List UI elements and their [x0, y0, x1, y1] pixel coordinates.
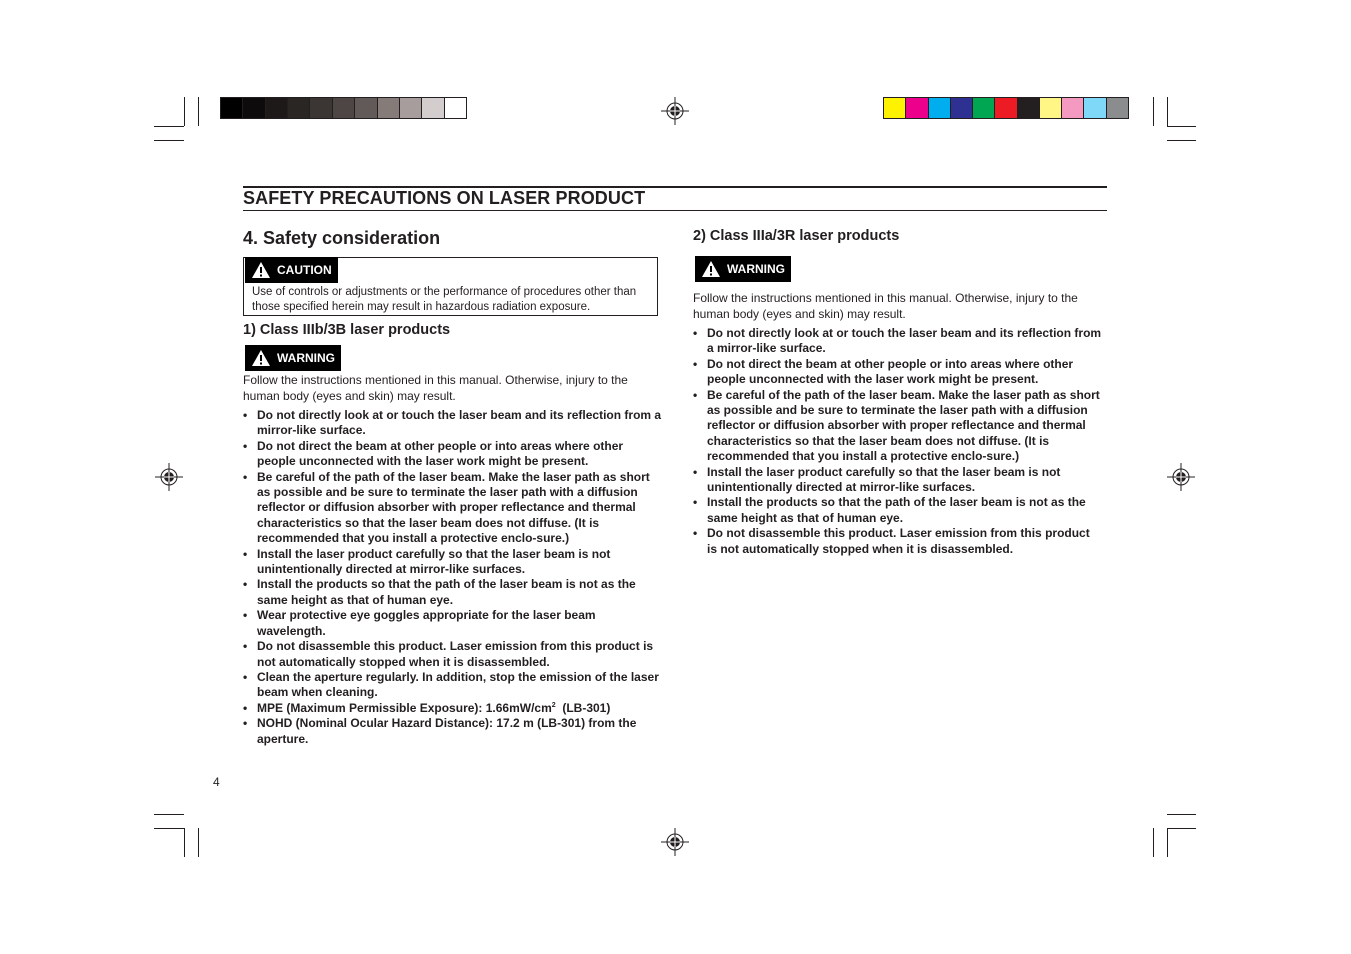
color-swatch [243, 98, 265, 118]
color-swatch [1107, 98, 1128, 118]
color-swatch [378, 98, 400, 118]
color-swatch [906, 98, 928, 118]
color-swatch [1062, 98, 1084, 118]
color-swatch [333, 98, 355, 118]
warning-triangle-icon [701, 260, 721, 278]
bullet-item: • Install the products so that the path of the laser beam is not as the same height as that of human eye. [243, 577, 663, 608]
caution-label-text: CAUTION [277, 263, 332, 277]
class-3r-title: 2) Class IIIa/3R laser products [693, 228, 900, 244]
class-3b-intro: Follow the instructions mentioned in this manual. Otherwise, injury to the human body (eyes and skin) may result. [243, 373, 628, 403]
bullet-item: • Clean the aperture regularly. In addition, stop the emission of the laser beam when cleaning. [243, 670, 663, 701]
bullet-item-nohd: • NOHD (Nominal Ocular Hazard Distance): 17.2 m (LB-301) from the aperture. [243, 716, 663, 747]
process-color-bar [883, 97, 1129, 119]
warning-label-3b [245, 345, 341, 371]
color-swatch [221, 98, 243, 118]
page-number: 4 [213, 775, 220, 789]
header-rule-bottom [243, 210, 1107, 211]
color-swatch [929, 98, 951, 118]
bullet-item: • Be careful of the path of the laser beam. Make the laser path as short as possible and be sure to terminate the laser path with a diffusion reflector or diffusion absorber with proper reflectance and thermal characteristics so that the laser beam does not diffuse. (It is recommended that you install a protective enclo-sure.) [243, 470, 663, 547]
warning-triangle-icon [251, 349, 271, 367]
warning-triangle-icon [251, 261, 271, 279]
bullet-item: • Install the laser product carefully so that the laser beam is not unintentionally directed at mirror-like surfaces. [243, 547, 663, 578]
color-swatch [355, 98, 377, 118]
color-swatch [973, 98, 995, 118]
class-3r-bullet-list [693, 326, 1103, 557]
color-swatch [266, 98, 288, 118]
color-swatch [951, 98, 973, 118]
warning-label-text: WARNING [727, 262, 785, 276]
caution-text: Use of controls or adjustments or the performance of procedures other than those specified herein may result in hazardous radiation exposure. [252, 286, 637, 313]
color-swatch [1040, 98, 1062, 118]
bullet-item: • Install the laser product carefully so that the laser beam is not unintentionally directed at mirror-like surfaces. [693, 465, 1103, 496]
registration-mark-icon [1167, 463, 1195, 491]
color-swatch [884, 98, 906, 118]
grayscale-color-bar [220, 97, 467, 119]
page-header-title: SAFETY PRECAUTIONS ON LASER PRODUCT [243, 188, 646, 208]
class-3b-title: 1) Class IIIb/3B laser products [243, 322, 451, 338]
color-swatch [422, 98, 444, 118]
bullet-item: • Do not direct the beam at other people or into areas where other people unconnected with the laser work might be present. [693, 357, 1103, 388]
bullet-item: • Do not disassemble this product. Laser emission from this product is not automatically stopped when it is disassembled. [243, 639, 663, 670]
caution-label [245, 257, 338, 283]
registration-mark-icon [155, 463, 183, 491]
color-swatch [288, 98, 310, 118]
bullet-item: • Do not directly look at or touch the laser beam and its reflection from a mirror-like surface. [693, 326, 1103, 357]
bullet-item-mpe [243, 701, 663, 716]
bullet-item: • Wear protective eye goggles appropriate for the laser beam wavelength. [243, 608, 663, 639]
color-swatch [310, 98, 332, 118]
bullet-item: • Do not directly look at or touch the laser beam and its reflection from a mirror-like surface. [243, 408, 663, 439]
mpe-text: MPE (Maximum Permissible Exposure): 1.66mW/cm [257, 700, 552, 715]
class-3b-bullet-list [243, 408, 663, 747]
mpe-superscript: 2 [551, 701, 556, 709]
registration-mark-icon [661, 97, 689, 125]
bullet-item: • Do not direct the beam at other people or into areas where other people unconnected with the laser work might be present. [243, 439, 663, 470]
color-swatch [400, 98, 422, 118]
color-swatch [995, 98, 1017, 118]
registration-mark-icon [661, 828, 689, 856]
warning-label-text: WARNING [277, 351, 335, 365]
section-title: 4. Safety consideration [243, 228, 441, 248]
bullet-item: • Be careful of the path of the laser beam. Make the laser path as short as possible and be sure to terminate the laser path with a diffusion reflector or diffusion absorber with proper reflectance and thermal characteristics so that the laser beam does not diffuse. (It is recommended that you install a protective enclo-sure.) [693, 388, 1103, 465]
bullet-item: • Do not disassemble this product. Laser emission from this product is not automatically stopped when it is disassembled. [693, 526, 1103, 557]
class-3r-intro: Follow the instructions mentioned in this manual. Otherwise, injury to the human body (eyes and skin) may result. [693, 291, 1078, 321]
bullet-item: • Install the products so that the path of the laser beam is not as the same height as that of human eye. [693, 495, 1103, 526]
color-swatch [1084, 98, 1106, 118]
color-swatch [1018, 98, 1040, 118]
warning-label-3r [695, 256, 791, 282]
color-swatch [445, 98, 466, 118]
mpe-suffix: (LB-301) [555, 700, 611, 715]
